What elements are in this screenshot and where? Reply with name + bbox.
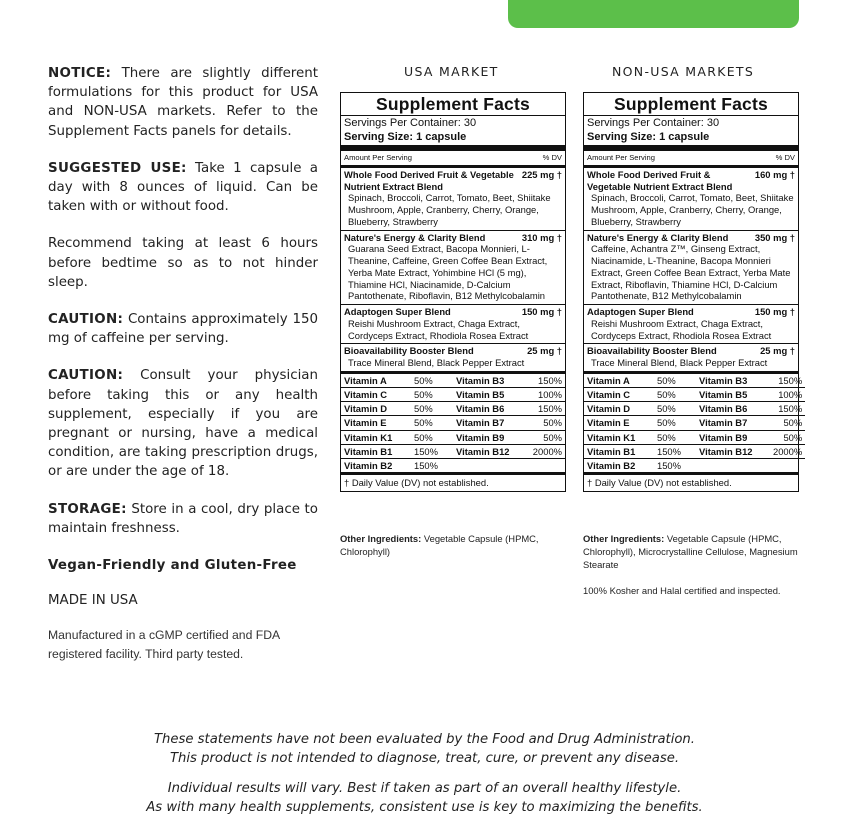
blend-row — [587, 168, 795, 230]
vitamin-table — [587, 374, 803, 472]
vitamin-name: Vitamin E — [344, 417, 387, 429]
blend-header — [587, 169, 795, 192]
storage-paragraph — [48, 500, 318, 538]
other-ingredients-label: Other Ingredients: — [583, 533, 665, 544]
blend-ingredients: Reishi Mushroom Extract, Chaga Extract, Cordyceps Extract, Rhodiola Rosea Extract — [591, 317, 772, 341]
blend-row — [344, 305, 562, 343]
notice-paragraph — [48, 64, 318, 141]
blend-header — [344, 306, 562, 318]
vitamin-dv: 50% — [543, 417, 562, 429]
blend-row — [344, 344, 562, 370]
vitamin-name: Vitamin B1 — [344, 445, 393, 457]
vitamin-name: Vitamin B1 — [587, 445, 636, 457]
disclaimer-line: As with many health supplements, consistent use is key to maximizing the benefits. — [146, 799, 703, 815]
usa-supplement-facts-panel — [340, 92, 566, 492]
blend-ingredients: Guarana Seed Extract, Bacopa Monnieri, L-Theanine, Caffeine, Green Coffee Bean Extract, Yerba Mate Extract, Yohimbine HCl (5 mg), Thiamine HCl, Niacinamide, D-Calcium Pantothenate, Riboflavin, B12 Methylcobalamin — [348, 243, 548, 302]
vitamin-dv: 50% — [414, 388, 433, 400]
vegan-paragraph — [48, 556, 318, 575]
blend-amount: 310 mg † — [521, 231, 562, 243]
vitamin-dv — [530, 459, 562, 472]
vitamin-dv: 150% — [778, 403, 803, 415]
blend-name: Whole Food Derived Fruit & Vegetable Nutrient Extract Blend — [587, 169, 733, 192]
results-disclaimer — [0, 780, 849, 817]
blend-ingredients: Spinach, Broccoli, Carrot, Tomato, Beet, Shiitake Mushroom, Apple, Cranberry, Cherry, Orange, Blueberry, Strawberry — [591, 192, 794, 227]
blend-amount: 25 mg † — [527, 345, 562, 357]
recommend-paragraph — [48, 234, 318, 292]
blend-amount: 25 mg † — [760, 345, 795, 357]
serving-size-text: Serving Size: 1 capsule — [344, 130, 467, 143]
panel-title: Supplement Facts — [584, 93, 798, 116]
blend-ingredients: Spinach, Broccoli, Carrot, Tomato, Beet, Shiitake Mushroom, Apple, Cranberry, Cherry, Orange, Blueberry, Strawberry — [348, 192, 551, 227]
manufacturing-note: Manufactured in a cGMP certified and FDA registered facility. Third party tested. — [48, 628, 280, 662]
blend-header — [587, 345, 795, 357]
vitamin-dv: 50% — [657, 388, 676, 400]
amount-header-row — [587, 151, 795, 165]
blend-row — [587, 305, 795, 343]
caution-physician-text: Consult your physician before taking this or any health supplement, especially if you are pregnant or nursing, have a medical condition, are taking prescription drugs, or are under the age of 18. — [48, 368, 318, 480]
notice-label: NOTICE: — [48, 66, 112, 81]
caution-label: CAUTION: — [48, 312, 124, 328]
blend-header — [344, 345, 562, 357]
dv-header-label: % DV — [542, 153, 562, 162]
amount-per-serving-label: Amount Per Serving — [344, 153, 412, 162]
vitamin-name: Vitamin D — [587, 403, 631, 415]
other-ingredients-text: Vegetable Capsule (HPMC, Chlorophyll) — [340, 533, 539, 558]
vitamin-dv: 150% — [657, 459, 681, 471]
vitamin-dv — [773, 459, 802, 472]
blend-row — [344, 231, 562, 305]
daily-value-note: † Daily Value (DV) not established. — [344, 477, 489, 489]
disclaimer-line: This product is not intended to diagnose, treat, cure, or prevent any disease. — [169, 750, 680, 766]
vitamin-dv: 50% — [783, 417, 803, 429]
vitamin-name: Vitamin C — [344, 388, 388, 400]
vitamin-name: Vitamin A — [587, 374, 630, 386]
other-ingredients-text: Vegetable Capsule (HPMC, Chlorophyll), Microcrystalline Cellulose, Magnesium Stearate — [583, 533, 798, 571]
recommend-text: Recommend taking at least 6 hours before bedtime so as to not hinder sleep. — [48, 236, 318, 290]
caution-label: CAUTION: — [48, 368, 124, 384]
caution-caffeine-text: Contains approximately 150 mg of caffeine per serving. — [48, 312, 318, 347]
vitamin-dv: 150% — [538, 403, 562, 415]
blend-row — [344, 168, 562, 230]
vitamin-dv: 150% — [414, 459, 438, 471]
vitamin-dv: 50% — [657, 403, 676, 415]
blend-amount: 150 mg † — [754, 306, 795, 318]
vitamin-name: Vitamin B12 — [456, 445, 510, 457]
vitamin-name: Vitamin B9 — [699, 431, 748, 443]
blend-row — [587, 231, 795, 305]
blend-name: Nature's Energy & Clarity Blend — [344, 231, 486, 243]
vitamin-dv: 50% — [414, 403, 433, 415]
vitamin-name: Vitamin C — [587, 388, 631, 400]
vitamin-dv: 150% — [414, 445, 438, 457]
storage-label: STORAGE: — [48, 501, 127, 517]
vitamin-name: Vitamin B5 — [456, 388, 505, 400]
vitamin-name: Vitamin B3 — [456, 374, 505, 386]
suggested-use-text: Take 1 capsule a day with 8 ounces of liquid. Can be taken with or without food. — [48, 160, 318, 215]
vitamin-dv: 50% — [414, 417, 433, 429]
vitamin-dv: 50% — [657, 374, 676, 386]
storage-text: Store in a cool, dry place to maintain freshness. — [48, 501, 318, 536]
vitamin-dv: 150% — [657, 445, 681, 457]
dv-header-label: % DV — [775, 153, 795, 162]
vitamin-dv: 50% — [657, 417, 676, 429]
blend-amount: 225 mg † — [521, 169, 562, 180]
vitamin-name — [456, 459, 530, 472]
blend-header — [344, 232, 562, 244]
vitamin-dv: 150% — [538, 374, 562, 386]
daily-value-note: † Daily Value (DV) not established. — [587, 477, 732, 489]
notice-text: There are slightly different formulations for this product for USA and NON-USA markets. Refer to the Supplement Facts panels for details. — [48, 66, 318, 139]
made-in-usa: MADE IN USA — [48, 593, 138, 609]
amount-per-serving-label: Amount Per Serving — [587, 153, 655, 162]
suggested-use-label: SUGGESTED USE: — [48, 160, 187, 176]
vitamin-name: Vitamin A — [344, 374, 387, 386]
disclaimer-line: Individual results will vary. Best if taken as part of an overall healthy lifestyle. — [167, 781, 682, 796]
vitamin-name: Vitamin B6 — [699, 403, 748, 415]
nonusa-market-title: NON-USA MARKETS — [612, 64, 755, 79]
blend-amount: 150 mg † — [521, 306, 562, 318]
vitamin-name: Vitamin D — [344, 403, 388, 415]
caution-caffeine-paragraph — [48, 310, 318, 348]
vitamin-dv: 2000% — [532, 445, 562, 457]
vitamin-name: Vitamin B5 — [699, 388, 748, 400]
panel-title: Supplement Facts — [341, 93, 565, 116]
blend-header — [587, 232, 795, 244]
blend-name: Bioavailability Booster Blend — [344, 345, 474, 357]
vitamin-name — [699, 459, 773, 472]
blend-header — [587, 306, 795, 318]
blend-amount: 160 mg † — [754, 169, 795, 180]
vitamin-name: Vitamin B9 — [456, 431, 505, 443]
vitamin-dv: 100% — [538, 388, 562, 400]
vitamin-dv: 150% — [778, 374, 803, 386]
vitamin-name: Vitamin B7 — [456, 417, 505, 429]
disclaimer-line: These statements have not been evaluated by the Food and Drug Administration. — [153, 732, 695, 747]
vitamin-name: Vitamin B6 — [456, 403, 505, 415]
servings-per-container: Servings Per Container: 30 — [344, 117, 477, 129]
fda-disclaimer — [0, 731, 849, 768]
vitamin-name: Vitamin B7 — [699, 417, 748, 429]
vitamin-dv: 50% — [414, 374, 433, 386]
usa-other-ingredients — [340, 532, 568, 558]
blend-ingredients: Reishi Mushroom Extract, Chaga Extract, Cordyceps Extract, Rhodiola Rosea Extract — [348, 317, 529, 341]
blend-row — [587, 344, 795, 370]
vitamin-name: Vitamin K1 — [344, 431, 393, 443]
vitamin-dv: 50% — [414, 431, 433, 443]
vitamin-dv: 50% — [657, 431, 676, 443]
caution-physician-paragraph — [48, 366, 318, 481]
blend-name: Nature's Energy & Clarity Blend — [587, 231, 729, 243]
vegan-text: Vegan-Friendly and Gluten-Free — [48, 558, 297, 574]
serving-size-text: Serving Size: 1 capsule — [587, 130, 710, 143]
blend-ingredients: Trace Mineral Blend, Black Pepper Extract — [348, 356, 525, 368]
vitamin-table — [344, 374, 562, 472]
blend-name: Adaptogen Super Blend — [344, 306, 451, 318]
blend-amount: 350 mg † — [754, 231, 795, 243]
green-header-tab — [508, 0, 799, 28]
other-ingredients-label: Other Ingredients: — [340, 533, 422, 544]
blend-ingredients: Caffeine, Achantra Z™, Ginseng Extract, Niacinamide, L-Theanine, Bacopa Monnieri Extract, Green Coffee Bean Extract, Yerba Mate Extract, Riboflavin, Thiamine HCl, D-Calcium Pantothenate, B12 Methylcobalamin — [591, 243, 791, 302]
servings-per-container: Servings Per Container: 30 — [587, 117, 720, 129]
vitamin-name: Vitamin B12 — [699, 445, 753, 457]
vitamin-name: Vitamin E — [587, 417, 630, 429]
vitamin-name: Vitamin B2 — [344, 459, 393, 471]
kosher-halal-note: 100% Kosher and Halal certified and inspected. — [583, 585, 781, 596]
blend-name: Whole Food Derived Fruit & Vegetable Nutrient Extract Blend — [344, 169, 514, 192]
suggested-use-paragraph — [48, 159, 318, 217]
nonusa-supplement-facts-panel — [583, 92, 803, 492]
vitamin-name: Vitamin K1 — [587, 431, 636, 443]
serving-size — [344, 130, 562, 144]
blend-name: Adaptogen Super Blend — [587, 306, 694, 318]
amount-header-row — [344, 151, 562, 165]
serving-size — [587, 130, 795, 144]
blend-name: Bioavailability Booster Blend — [587, 345, 717, 357]
blend-header — [344, 169, 562, 192]
vitamin-name: Vitamin B3 — [699, 374, 748, 386]
nonusa-other-ingredients — [583, 532, 799, 572]
vitamin-dv: 100% — [778, 388, 803, 400]
blend-ingredients: Trace Mineral Blend, Black Pepper Extract — [591, 356, 768, 368]
vitamin-dv: 50% — [543, 431, 562, 443]
usa-market-title: USA MARKET — [404, 64, 499, 79]
vitamin-dv: 50% — [783, 431, 803, 443]
label-text-column — [48, 64, 318, 682]
vitamin-dv: 2000% — [773, 445, 803, 457]
vitamin-name: Vitamin B2 — [587, 459, 636, 471]
